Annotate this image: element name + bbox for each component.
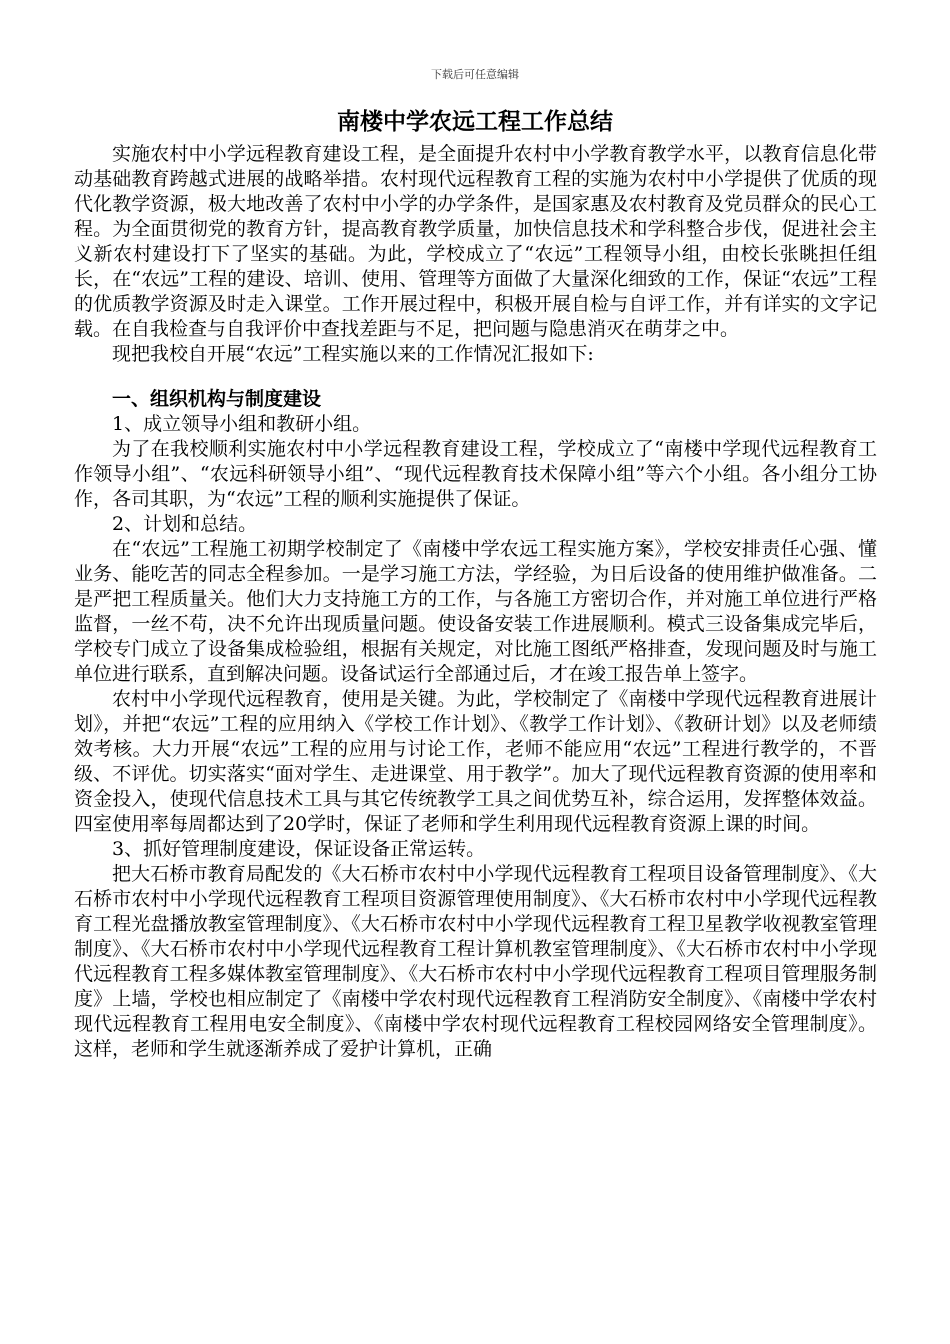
item-heading: 3、抓好管理制度建设，保证设备正常运转。 — [112, 838, 486, 860]
paragraph: 在“农远”工程施工初期学校制定了《南楼中学农远工程实施方案》，学校安排责任心强、懂业务、能吃苦的同志全程参加。一是学习施工方法，学经验，为日后设备的使用维护做准备。二是严把工程质量关。他们大力支持施工方的工作，与各施工方密切合作，并对施工单位进行严格监督，一丝不苟，决不允许出现质量问题。使设备安装工作进展顺利。模式三设备集成完毕后，学校专门成立了设备集成检验组，根据有关规定，对比施工图纸严格排查，发现问题及时与施工单位进行联系，直到解决问题。设备试运行全部通过后，才在竣工报告单上签字。 — [74, 538, 877, 685]
page-title: 南楼中学农远工程工作总结 — [337, 109, 613, 135]
header-note: 下载后可任意编辑 — [431, 68, 519, 81]
paragraph: 把大石桥市教育局配发的《大石桥市农村中小学现代远程教育工程项目设备管理制度》、《大石桥市农村中小学现代远程教育工程项目资源管理使用制度》、《大石桥市农村中小学现代远程教育工程光盘播放教室管理制度》、《大石桥市农村中小学现代远程教育工程卫星教学收视教室管理制度》、《大石桥市农村中小学现代远程教育工程计算机教室管理制度》、《大石桥市农村中小学现代远程教育工程多媒体教室管理制度》、《大石桥市农村中小学现代远程教育工程项目管理服务制度》上墙，学校也相应制定了《南楼中学农村现代远程教育工程消防安全制度》、《南楼中学农村现代远程教育工程用电安全制度》、《南楼中学农村现代远程教育工程校园网络安全管理制度》。这样，老师和学生就逐渐养成了爱护计算机，正确 — [74, 863, 877, 1060]
document-body — [74, 142, 877, 1062]
item-heading: 2、计划和总结。 — [112, 513, 258, 535]
intro-paragraph: 现把我校自开展“农远”工程实施以来的工作情况汇报如下: — [112, 343, 594, 365]
section-heading: 一、组织机构与制度建设 — [112, 388, 322, 410]
intro-paragraph: 实施农村中小学远程教育建设工程，是全面提升农村中小学教育教学水平，以教育信息化带动基础教育跨越式进展的战略举措。农村现代远程教育工程的实施为农村中小学提供了优质的现代化教学资源，极大地改善了农村中小学的办学条件，是国家惠及农村教育及党员群众的民心工程。为全面贯彻党的教育方针，提高教育教学质量，加快信息技术和学科整合步伐，促进社会主义新农村建设打下了坚实的基础。为此，学校成立了“农远”工程领导小组，由校长张眺担任组长，在“农远”工程的建设、培训、使用、管理等方面做了大量深化细致的工作，保证“农远”工程的优质教学资源及时走入课堂。工作开展过程中，积极开展自检与自评工作，并有详实的文字记载。在自我检查与自我评价中查找差距与不足，把问题与隐患消灭在萌芽之中。 — [74, 143, 877, 340]
paragraph: 为了在我校顺利实施农村中小学远程教育建设工程，学校成立了“南楼中学现代远程教育工作领导小组”、“农远科研领导小组”、“现代远程教育技术保障小组”等六个小组。各小组分工协作，各司其职，为“农远”工程的顺利实施提供了保证。 — [74, 438, 877, 510]
paragraph: 农村中小学现代远程教育，使用是关键。为此，学校制定了《南楼中学现代远程教育进展计划》，并把“农远”工程的应用纳入《学校工作计划》、《教学工作计划》、《教研计划》以及老师绩效考核。大力开展“农远”工程的应用与讨论工作，老师不能应用“农远”工程进行教学的，不晋级、不评优。切实落实“面对学生、走进课堂、用于教学”。加大了现代远程教育资源的使用率和资金投入，使现代信息技术工具与其它传统教学工具之间优势互补，综合运用，发挥整体效益。四室使用率每周都达到了20学时，保证了老师和学生利用现代远程教育资源上课的时间。 — [74, 688, 877, 835]
item-heading: 1、成立领导小组和教研小组。 — [112, 413, 372, 435]
